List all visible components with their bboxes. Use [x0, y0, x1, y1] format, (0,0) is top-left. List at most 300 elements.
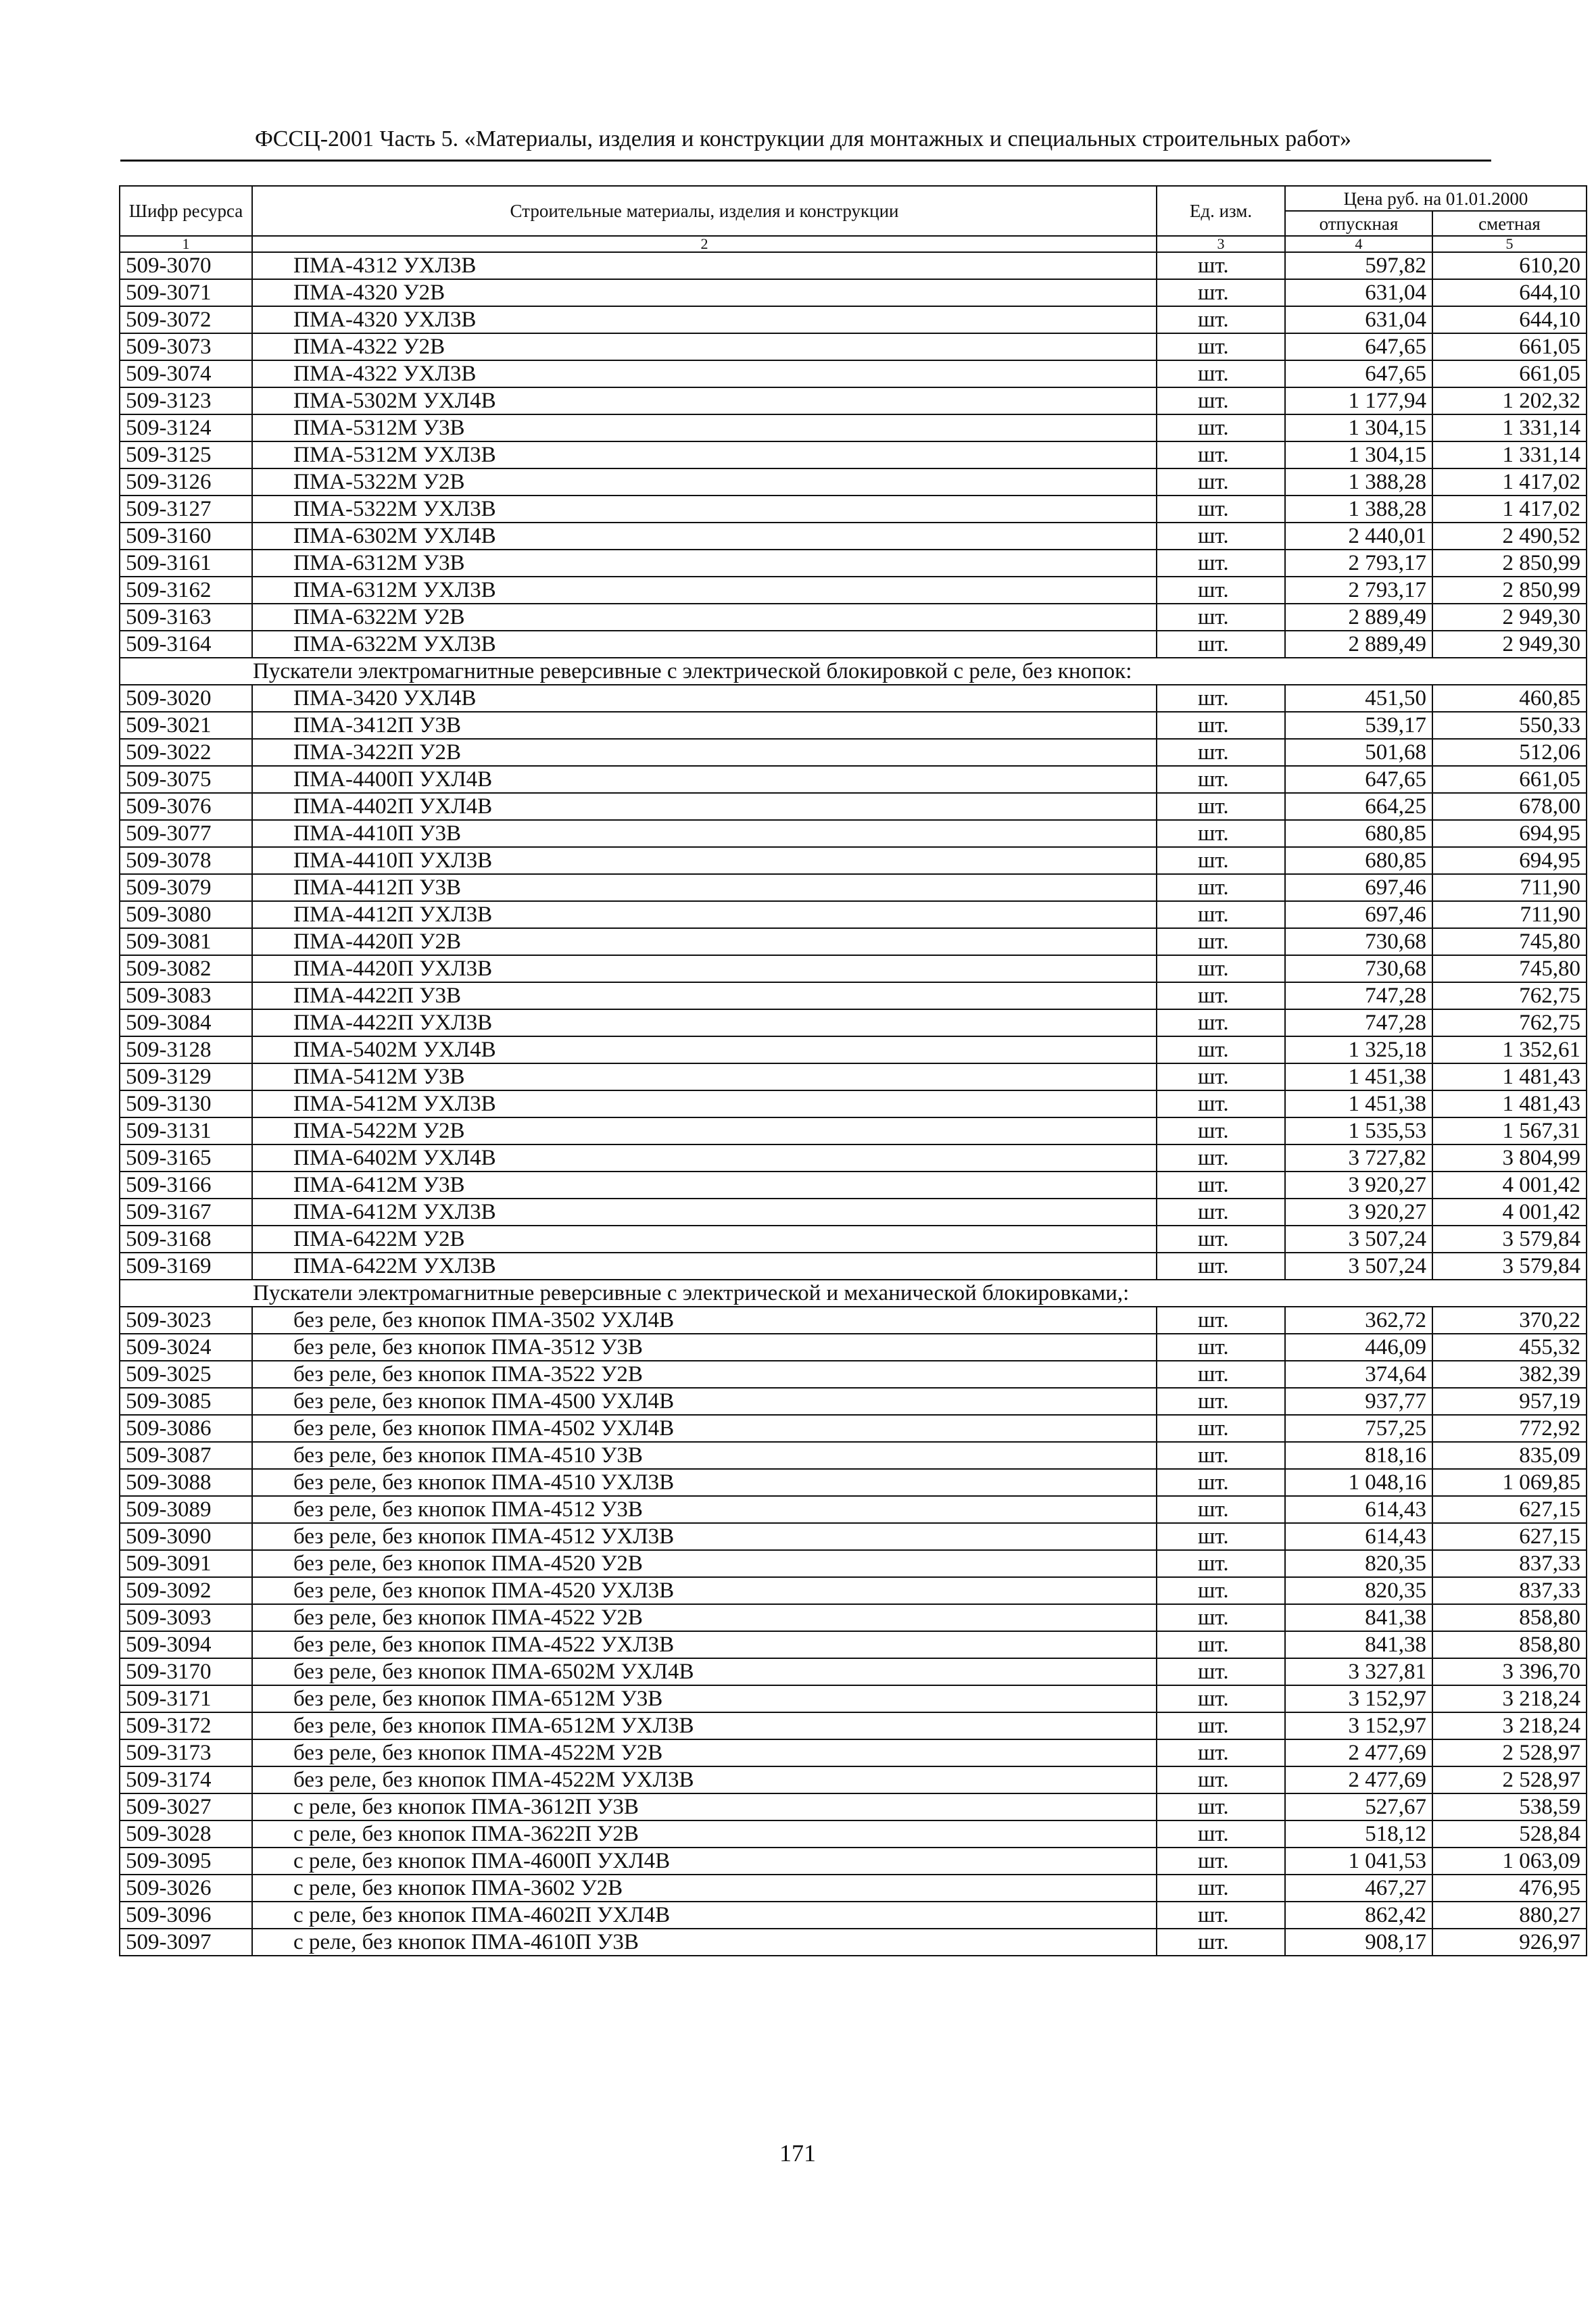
unit-of-measure: шт.: [1157, 414, 1285, 441]
table-row: [120, 1577, 1587, 1604]
resource-code: 509-3173: [120, 1739, 252, 1766]
estimate-price: 762,75: [1432, 982, 1587, 1009]
unit-of-measure: шт.: [1157, 1848, 1285, 1875]
unit-of-measure: шт.: [1157, 1361, 1285, 1388]
release-price: 664,25: [1285, 793, 1432, 820]
release-price: 3 727,82: [1285, 1144, 1432, 1172]
estimate-price: 661,05: [1432, 333, 1587, 360]
table-row: [120, 712, 1587, 739]
release-price: 527,67: [1285, 1793, 1432, 1820]
column-number: 5: [1432, 236, 1587, 252]
estimate-price: 460,85: [1432, 685, 1587, 712]
unit-of-measure: шт.: [1157, 712, 1285, 739]
release-price: 1 041,53: [1285, 1848, 1432, 1875]
release-price: 730,68: [1285, 928, 1432, 955]
release-price: 1 388,28: [1285, 468, 1432, 496]
estimate-price: 4 001,42: [1432, 1199, 1587, 1226]
release-price: 3 507,24: [1285, 1226, 1432, 1253]
estimate-price: 1 069,85: [1432, 1469, 1587, 1496]
table-row: [120, 333, 1587, 360]
material-name: ПМА-6412М У3В: [252, 1172, 1157, 1199]
material-name: ПМА-4420П У2В: [252, 928, 1157, 955]
unit-of-measure: шт.: [1157, 523, 1285, 550]
material-name: ПМА-4420П УХЛ3В: [252, 955, 1157, 982]
table-row: [120, 1766, 1587, 1793]
estimate-price: 835,09: [1432, 1442, 1587, 1469]
material-name: ПМА-4410П У3В: [252, 820, 1157, 847]
section-1-header: [120, 658, 1587, 685]
estimate-price: 2 949,30: [1432, 604, 1587, 631]
material-name: без реле, без кнопок ПМА-4522М У2В: [252, 1739, 1157, 1766]
table-row: [120, 550, 1587, 577]
unit-of-measure: шт.: [1157, 793, 1285, 820]
resource-code: 509-3086: [120, 1415, 252, 1442]
unit-of-measure: шт.: [1157, 1929, 1285, 1956]
material-name: ПМА-4422П У3В: [252, 982, 1157, 1009]
release-price: 2 889,49: [1285, 631, 1432, 658]
release-price: 908,17: [1285, 1929, 1432, 1956]
unit-of-measure: шт.: [1157, 252, 1285, 279]
material-name: ПМА-6322М УХЛ3В: [252, 631, 1157, 658]
material-name: ПМА-5412М У3В: [252, 1063, 1157, 1090]
header-price-group: Цена руб. на 01.01.2000: [1285, 186, 1587, 211]
estimate-price: 858,80: [1432, 1604, 1587, 1631]
estimate-price: 370,22: [1432, 1307, 1587, 1334]
unit-of-measure: шт.: [1157, 1226, 1285, 1253]
table-row: [120, 1820, 1587, 1848]
table-row: [120, 1848, 1587, 1875]
material-name: без реле, без кнопок ПМА-4510 УХЛ3В: [252, 1469, 1157, 1496]
material-name: без реле, без кнопок ПМА-3522 У2В: [252, 1361, 1157, 1388]
estimate-price: 538,59: [1432, 1793, 1587, 1820]
unit-of-measure: шт.: [1157, 1875, 1285, 1902]
table-row: [120, 1307, 1587, 1334]
unit-of-measure: шт.: [1157, 1469, 1285, 1496]
table-row: [120, 1793, 1587, 1820]
table-row: [120, 1415, 1587, 1442]
column-number: 3: [1157, 236, 1285, 252]
resource-code: 509-3168: [120, 1226, 252, 1253]
table-row: [120, 252, 1587, 279]
release-price: 841,38: [1285, 1604, 1432, 1631]
material-name: ПМА-3412П У3В: [252, 712, 1157, 739]
resource-code: 509-3084: [120, 1009, 252, 1036]
section-title: Пускатели электромагнитные реверсивные с электрической и механической блокировками,:: [120, 1280, 1587, 1307]
resource-code: 509-3093: [120, 1604, 252, 1631]
unit-of-measure: шт.: [1157, 1442, 1285, 1469]
estimate-price: 3 579,84: [1432, 1253, 1587, 1280]
table-row: [120, 523, 1587, 550]
table-row: [120, 1226, 1587, 1253]
estimate-price: 711,90: [1432, 901, 1587, 928]
release-price: 757,25: [1285, 1415, 1432, 1442]
resource-code: 509-3082: [120, 955, 252, 982]
unit-of-measure: шт.: [1157, 387, 1285, 414]
table-row: [120, 1117, 1587, 1144]
table-row: [120, 1144, 1587, 1172]
resource-code: 509-3127: [120, 496, 252, 523]
resource-code: 509-3080: [120, 901, 252, 928]
table-row: [120, 496, 1587, 523]
release-price: 680,85: [1285, 820, 1432, 847]
table-row: [120, 1550, 1587, 1577]
release-price: 451,50: [1285, 685, 1432, 712]
release-price: 3 507,24: [1285, 1253, 1432, 1280]
resource-code: 509-3167: [120, 1199, 252, 1226]
resource-code: 509-3073: [120, 333, 252, 360]
material-name: без реле, без кнопок ПМА-4512 УХЛ3В: [252, 1523, 1157, 1550]
estimate-price: 528,84: [1432, 1820, 1587, 1848]
material-name: ПМА-5302М УХЛ4В: [252, 387, 1157, 414]
material-name: ПМА-4320 УХЛ3В: [252, 306, 1157, 333]
resource-code: 509-3075: [120, 766, 252, 793]
estimate-price: 745,80: [1432, 928, 1587, 955]
header-release-price: отпускная: [1285, 211, 1432, 236]
release-price: 631,04: [1285, 306, 1432, 333]
material-name: ПМА-4312 УХЛ3В: [252, 252, 1157, 279]
estimate-price: 627,15: [1432, 1523, 1587, 1550]
page-number: 171: [779, 2140, 816, 2167]
release-price: 614,43: [1285, 1496, 1432, 1523]
release-price: 2 793,17: [1285, 577, 1432, 604]
material-name: ПМА-4322 У2В: [252, 333, 1157, 360]
release-price: 697,46: [1285, 874, 1432, 901]
unit-of-measure: шт.: [1157, 1199, 1285, 1226]
column-number: 1: [120, 236, 252, 252]
table-row: [120, 441, 1587, 468]
table-row: [120, 1036, 1587, 1063]
material-name: ПМА-5422М У2В: [252, 1117, 1157, 1144]
resource-code: 509-3090: [120, 1523, 252, 1550]
estimate-price: 1 202,32: [1432, 387, 1587, 414]
estimate-price: 3 579,84: [1432, 1226, 1587, 1253]
table-row: [120, 1523, 1587, 1550]
unit-of-measure: шт.: [1157, 1496, 1285, 1523]
unit-of-measure: шт.: [1157, 1658, 1285, 1685]
material-name: ПМА-4412П У3В: [252, 874, 1157, 901]
estimate-price: 382,39: [1432, 1361, 1587, 1388]
resource-code: 509-3165: [120, 1144, 252, 1172]
table-row: [120, 1361, 1587, 1388]
resource-code: 509-3128: [120, 1036, 252, 1063]
resource-code: 509-3085: [120, 1388, 252, 1415]
unit-of-measure: шт.: [1157, 1793, 1285, 1820]
header-divider: [120, 160, 1491, 162]
unit-of-measure: шт.: [1157, 1739, 1285, 1766]
estimate-price: 837,33: [1432, 1577, 1587, 1604]
resource-code: 509-3174: [120, 1766, 252, 1793]
material-name: ПМА-4400П УХЛ4В: [252, 766, 1157, 793]
resource-code: 509-3079: [120, 874, 252, 901]
release-price: 747,28: [1285, 1009, 1432, 1036]
estimate-price: 3 218,24: [1432, 1685, 1587, 1712]
resource-code: 509-3124: [120, 414, 252, 441]
release-price: 730,68: [1285, 955, 1432, 982]
material-name: с реле, без кнопок ПМА-3612П У3В: [252, 1793, 1157, 1820]
unit-of-measure: шт.: [1157, 1063, 1285, 1090]
table-row: [120, 793, 1587, 820]
material-name: с реле, без кнопок ПМА-3602 У2В: [252, 1875, 1157, 1902]
unit-of-measure: шт.: [1157, 360, 1285, 387]
resource-code: 509-3021: [120, 712, 252, 739]
unit-of-measure: шт.: [1157, 333, 1285, 360]
resource-code: 509-3024: [120, 1334, 252, 1361]
material-name: без реле, без кнопок ПМА-4520 УХЛ3В: [252, 1577, 1157, 1604]
material-name: без реле, без кнопок ПМА-4500 УХЛ4В: [252, 1388, 1157, 1415]
unit-of-measure: шт.: [1157, 1820, 1285, 1848]
table-row: [120, 1631, 1587, 1658]
unit-of-measure: шт.: [1157, 1334, 1285, 1361]
material-name: без реле, без кнопок ПМА-4522М УХЛ3В: [252, 1766, 1157, 1793]
resource-code: 509-3097: [120, 1929, 252, 1956]
table-row: [120, 685, 1587, 712]
estimate-price: 2 528,97: [1432, 1766, 1587, 1793]
estimate-price: 644,10: [1432, 306, 1587, 333]
page-header: ФССЦ-2001 Часть 5. «Материалы, изделия и конструкции для монтажных и специальных строительных работ»: [254, 126, 1352, 151]
resource-code: 509-3088: [120, 1469, 252, 1496]
unit-of-measure: шт.: [1157, 441, 1285, 468]
release-price: 446,09: [1285, 1334, 1432, 1361]
unit-of-measure: шт.: [1157, 874, 1285, 901]
estimate-price: 661,05: [1432, 766, 1587, 793]
material-name: без реле, без кнопок ПМА-6512М У3В: [252, 1685, 1157, 1712]
unit-of-measure: шт.: [1157, 955, 1285, 982]
resource-code: 509-3070: [120, 252, 252, 279]
unit-of-measure: шт.: [1157, 901, 1285, 928]
material-name: с реле, без кнопок ПМА-4602П УХЛ4В: [252, 1902, 1157, 1929]
material-name: ПМА-6422М УХЛ3В: [252, 1253, 1157, 1280]
estimate-price: 2 850,99: [1432, 577, 1587, 604]
material-name: с реле, без кнопок ПМА-4610П У3В: [252, 1929, 1157, 1956]
resource-code: 509-3027: [120, 1793, 252, 1820]
resource-code: 509-3072: [120, 306, 252, 333]
release-price: 467,27: [1285, 1875, 1432, 1902]
release-price: 747,28: [1285, 982, 1432, 1009]
material-name: ПМА-5312М УХЛ3В: [252, 441, 1157, 468]
estimate-price: 661,05: [1432, 360, 1587, 387]
table-row: [120, 1929, 1587, 1956]
release-price: 374,64: [1285, 1361, 1432, 1388]
material-name: ПМА-5402М УХЛ4В: [252, 1036, 1157, 1063]
material-name: ПМА-4412П УХЛ3В: [252, 901, 1157, 928]
unit-of-measure: шт.: [1157, 1577, 1285, 1604]
release-price: 647,65: [1285, 333, 1432, 360]
table-row: [120, 360, 1587, 387]
unit-of-measure: шт.: [1157, 279, 1285, 306]
unit-of-measure: шт.: [1157, 604, 1285, 631]
material-name: без реле, без кнопок ПМА-4512 У3В: [252, 1496, 1157, 1523]
estimate-price: 745,80: [1432, 955, 1587, 982]
estimate-price: 1 481,43: [1432, 1063, 1587, 1090]
material-name: ПМА-6402М УХЛ4В: [252, 1144, 1157, 1172]
resource-code: 509-3089: [120, 1496, 252, 1523]
release-price: 631,04: [1285, 279, 1432, 306]
estimate-price: 711,90: [1432, 874, 1587, 901]
table-row: [120, 1334, 1587, 1361]
release-price: 680,85: [1285, 847, 1432, 874]
table-row: [120, 1063, 1587, 1090]
unit-of-measure: шт.: [1157, 577, 1285, 604]
material-name: ПМА-4410П УХЛ3В: [252, 847, 1157, 874]
unit-of-measure: шт.: [1157, 766, 1285, 793]
release-price: 647,65: [1285, 766, 1432, 793]
resource-code: 509-3162: [120, 577, 252, 604]
resource-code: 509-3126: [120, 468, 252, 496]
material-name: без реле, без кнопок ПМА-3502 УХЛ4В: [252, 1307, 1157, 1334]
table-row: [120, 577, 1587, 604]
material-name: с реле, без кнопок ПМА-3622П У2В: [252, 1820, 1157, 1848]
release-price: 3 920,27: [1285, 1199, 1432, 1226]
material-name: ПМА-4322 УХЛ3В: [252, 360, 1157, 387]
table-row: [120, 1739, 1587, 1766]
estimate-price: 550,33: [1432, 712, 1587, 739]
estimate-price: 1 331,14: [1432, 414, 1587, 441]
unit-of-measure: шт.: [1157, 1117, 1285, 1144]
resource-code: 509-3131: [120, 1117, 252, 1144]
unit-of-measure: шт.: [1157, 631, 1285, 658]
table-row: [120, 1712, 1587, 1739]
resource-code: 509-3074: [120, 360, 252, 387]
material-name: ПМА-6412М УХЛ3В: [252, 1199, 1157, 1226]
table-row: [120, 1172, 1587, 1199]
table-row: [120, 414, 1587, 441]
material-name: без реле, без кнопок ПМА-4522 УХЛ3В: [252, 1631, 1157, 1658]
release-price: 697,46: [1285, 901, 1432, 928]
unit-of-measure: шт.: [1157, 496, 1285, 523]
unit-of-measure: шт.: [1157, 1766, 1285, 1793]
release-price: 1 388,28: [1285, 496, 1432, 523]
unit-of-measure: шт.: [1157, 1712, 1285, 1739]
material-name: ПМА-6422М У2В: [252, 1226, 1157, 1253]
release-price: 501,68: [1285, 739, 1432, 766]
table-row: [120, 1199, 1587, 1226]
resource-code: 509-3023: [120, 1307, 252, 1334]
table-row: [120, 1658, 1587, 1685]
resource-code: 509-3022: [120, 739, 252, 766]
table-row: [120, 847, 1587, 874]
release-price: 820,35: [1285, 1577, 1432, 1604]
resource-code: 509-3083: [120, 982, 252, 1009]
estimate-price: 4 001,42: [1432, 1172, 1587, 1199]
column-number-row: [120, 236, 1587, 252]
release-price: 1 304,15: [1285, 414, 1432, 441]
header-name: Строительные материалы, изделия и конструкции: [252, 186, 1157, 236]
column-number: 4: [1285, 236, 1432, 252]
release-price: 2 889,49: [1285, 604, 1432, 631]
unit-of-measure: шт.: [1157, 1415, 1285, 1442]
estimate-price: 644,10: [1432, 279, 1587, 306]
estimate-price: 694,95: [1432, 820, 1587, 847]
estimate-price: 1 417,02: [1432, 496, 1587, 523]
resource-code: 509-3020: [120, 685, 252, 712]
material-name: ПМА-6322М У2В: [252, 604, 1157, 631]
unit-of-measure: шт.: [1157, 1388, 1285, 1415]
resource-code: 509-3087: [120, 1442, 252, 1469]
table-row: [120, 1253, 1587, 1280]
estimate-price: 627,15: [1432, 1496, 1587, 1523]
unit-of-measure: шт.: [1157, 820, 1285, 847]
release-price: 539,17: [1285, 712, 1432, 739]
release-price: 3 152,97: [1285, 1685, 1432, 1712]
unit-of-measure: шт.: [1157, 1685, 1285, 1712]
release-price: 818,16: [1285, 1442, 1432, 1469]
table-row: [120, 1090, 1587, 1117]
resource-code: 509-3078: [120, 847, 252, 874]
resource-code: 509-3026: [120, 1875, 252, 1902]
resource-code: 509-3071: [120, 279, 252, 306]
release-price: 3 327,81: [1285, 1658, 1432, 1685]
estimate-price: 837,33: [1432, 1550, 1587, 1577]
table-row: [120, 1496, 1587, 1523]
material-name: с реле, без кнопок ПМА-4600П УХЛ4В: [252, 1848, 1157, 1875]
release-price: 1 451,38: [1285, 1063, 1432, 1090]
resource-code: 509-3077: [120, 820, 252, 847]
unit-of-measure: шт.: [1157, 982, 1285, 1009]
release-price: 1 177,94: [1285, 387, 1432, 414]
resource-code: 509-3129: [120, 1063, 252, 1090]
resource-code: 509-3095: [120, 1848, 252, 1875]
table-row: [120, 306, 1587, 333]
table-body-section-1: [120, 685, 1587, 1280]
release-price: 518,12: [1285, 1820, 1432, 1848]
estimate-price: 678,00: [1432, 793, 1587, 820]
estimate-price: 880,27: [1432, 1902, 1587, 1929]
section-title: Пускатели электромагнитные реверсивные с электрической блокировкой с реле, без кнопок:: [120, 658, 1587, 685]
resource-code: 509-3123: [120, 387, 252, 414]
estimate-price: 2 528,97: [1432, 1739, 1587, 1766]
estimate-price: 455,32: [1432, 1334, 1587, 1361]
estimate-price: 610,20: [1432, 252, 1587, 279]
table-row: [120, 955, 1587, 982]
table-body-top: [120, 252, 1587, 658]
estimate-price: 3 804,99: [1432, 1144, 1587, 1172]
table-row: [120, 604, 1587, 631]
table-row: [120, 874, 1587, 901]
estimate-price: 957,19: [1432, 1388, 1587, 1415]
resource-code: 509-3096: [120, 1902, 252, 1929]
estimate-price: 1 063,09: [1432, 1848, 1587, 1875]
unit-of-measure: шт.: [1157, 1902, 1285, 1929]
release-price: 614,43: [1285, 1523, 1432, 1550]
release-price: 1 451,38: [1285, 1090, 1432, 1117]
header-estimate-price: сметная: [1432, 211, 1587, 236]
table-row: [120, 1009, 1587, 1036]
table-row: [120, 1902, 1587, 1929]
unit-of-measure: шт.: [1157, 1307, 1285, 1334]
material-name: без реле, без кнопок ПМА-6512М УХЛ3В: [252, 1712, 1157, 1739]
unit-of-measure: шт.: [1157, 928, 1285, 955]
estimate-price: 762,75: [1432, 1009, 1587, 1036]
material-name: ПМА-5322М УХЛ3В: [252, 496, 1157, 523]
unit-of-measure: шт.: [1157, 1036, 1285, 1063]
resource-code: 509-3130: [120, 1090, 252, 1117]
release-price: 1 048,16: [1285, 1469, 1432, 1496]
table-row: [120, 1875, 1587, 1902]
unit-of-measure: шт.: [1157, 739, 1285, 766]
table-row: [120, 1685, 1587, 1712]
release-price: 2 793,17: [1285, 550, 1432, 577]
table-row: [120, 1388, 1587, 1415]
unit-of-measure: шт.: [1157, 306, 1285, 333]
material-name: ПМА-4402П УХЛ4В: [252, 793, 1157, 820]
release-price: 647,65: [1285, 360, 1432, 387]
release-price: 597,82: [1285, 252, 1432, 279]
resource-code: 509-3028: [120, 1820, 252, 1848]
header-code: Шифр ресурса: [120, 186, 252, 236]
resource-code: 509-3091: [120, 1550, 252, 1577]
unit-of-measure: шт.: [1157, 1523, 1285, 1550]
material-name: ПМА-3422П У2В: [252, 739, 1157, 766]
